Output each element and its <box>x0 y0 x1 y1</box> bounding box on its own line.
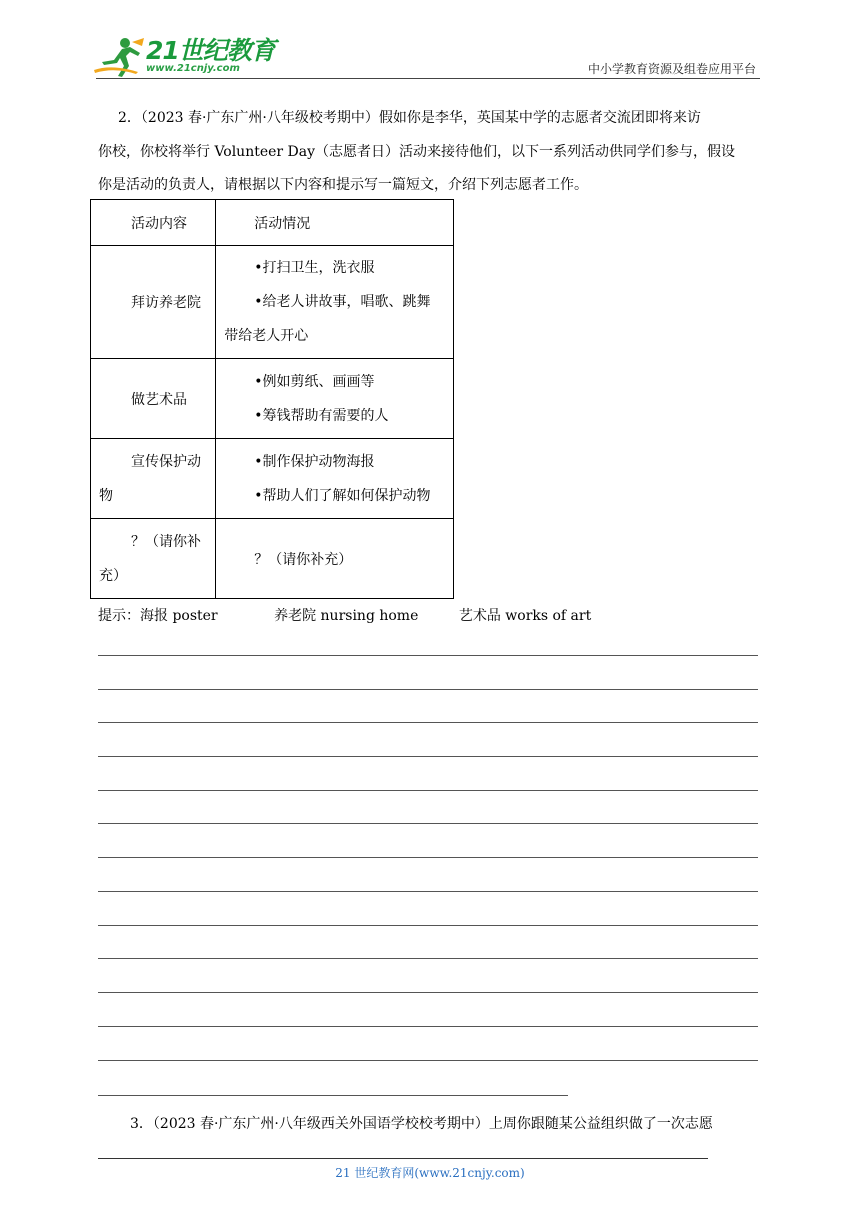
table-header-cell <box>91 200 216 246</box>
table-row <box>91 359 454 439</box>
header-activity: 活动内容 <box>131 215 187 232</box>
footer-text: 21 世纪教育网(www.21cnjy.com) <box>335 1166 525 1180</box>
activity-name: 做艺术品 <box>131 391 187 408</box>
activity-table <box>90 199 454 599</box>
answer-line <box>98 925 758 926</box>
answer-line <box>98 655 758 656</box>
activity-name-line: 物 <box>99 487 113 504</box>
footer-divider <box>98 1158 708 1159</box>
detail-line: ？（请你补充） <box>254 551 353 568</box>
answer-line <box>98 992 758 993</box>
table-cell <box>216 246 454 359</box>
answer-line <box>98 823 758 824</box>
header-details: 活动情况 <box>254 215 311 232</box>
answer-line <box>98 1095 568 1096</box>
table-cell <box>91 246 216 359</box>
hint-nursing-home: 养老院 nursing home <box>274 608 419 624</box>
table-cell <box>91 439 216 519</box>
table-row <box>91 519 454 599</box>
answer-line <box>98 790 758 791</box>
detail-line: •例如剪纸、画画等 <box>254 373 375 390</box>
logo-text: 21世纪教育 <box>146 36 275 65</box>
header-divider <box>96 78 760 79</box>
answer-line <box>98 756 758 757</box>
table-cell <box>216 519 454 599</box>
table-header-row <box>91 200 454 246</box>
table-cell <box>91 359 216 439</box>
question2-line-3: 你是活动的负责人，请根据以下内容和提示写一篇短文，介绍下列志愿者工作。 <box>98 177 588 193</box>
table-cell <box>91 519 216 599</box>
question3-line: 3．（2023 春·广东广州·八年级西关外国语学校校考期中）上周你跟随某公益组织做了一次志愿 <box>130 1116 713 1132</box>
answer-line <box>98 958 758 959</box>
table-cell <box>216 439 454 519</box>
table-row <box>91 439 454 519</box>
hint-poster: 提示：海报 poster <box>98 608 218 624</box>
table-cell <box>216 359 454 439</box>
answer-line <box>98 1060 758 1061</box>
header-platform-text: 中小学教育资源及组卷应用平台 <box>587 62 756 76</box>
detail-line: 带给老人开心 <box>224 328 309 344</box>
detail-line: •打扫卫生，洗衣服 <box>254 260 375 276</box>
activity-name-line: 宣传保护动 <box>131 453 201 470</box>
activity-name-line: ？（请你补 <box>131 533 201 550</box>
detail-line: •筹钱帮助有需要的人 <box>254 407 389 424</box>
answer-line <box>98 689 758 690</box>
table-header-cell <box>216 200 454 246</box>
site-logo <box>92 36 275 78</box>
answer-line <box>98 722 758 723</box>
activity-name-line: 充） <box>99 567 127 584</box>
question2-line-2: 你校，你校将举行 Volunteer Day（志愿者日）活动来接待他们，以下一系列活动供同学们参与，假设 <box>98 144 736 160</box>
table-row <box>91 246 454 359</box>
runner-logo-icon <box>92 36 146 78</box>
logo-url: www.21cnjy.com <box>146 63 240 74</box>
detail-line: •帮助人们了解如何保护动物 <box>254 487 431 504</box>
answer-line <box>98 1026 758 1027</box>
detail-line: •给老人讲故事，唱歌、跳舞 <box>254 294 431 310</box>
hint-works-of-art: 艺术品 works of art <box>458 608 592 624</box>
hint-line <box>98 605 591 625</box>
answer-line <box>98 857 758 858</box>
activity-name: 拜访养老院 <box>131 295 201 311</box>
question2-line-1: 2．（2023 春·广东广州·八年级校考期中）假如你是李华，英国某中学的志愿者交流团即将来访 <box>118 110 701 126</box>
answer-line <box>98 891 758 892</box>
detail-line: •制作保护动物海报 <box>254 453 375 470</box>
